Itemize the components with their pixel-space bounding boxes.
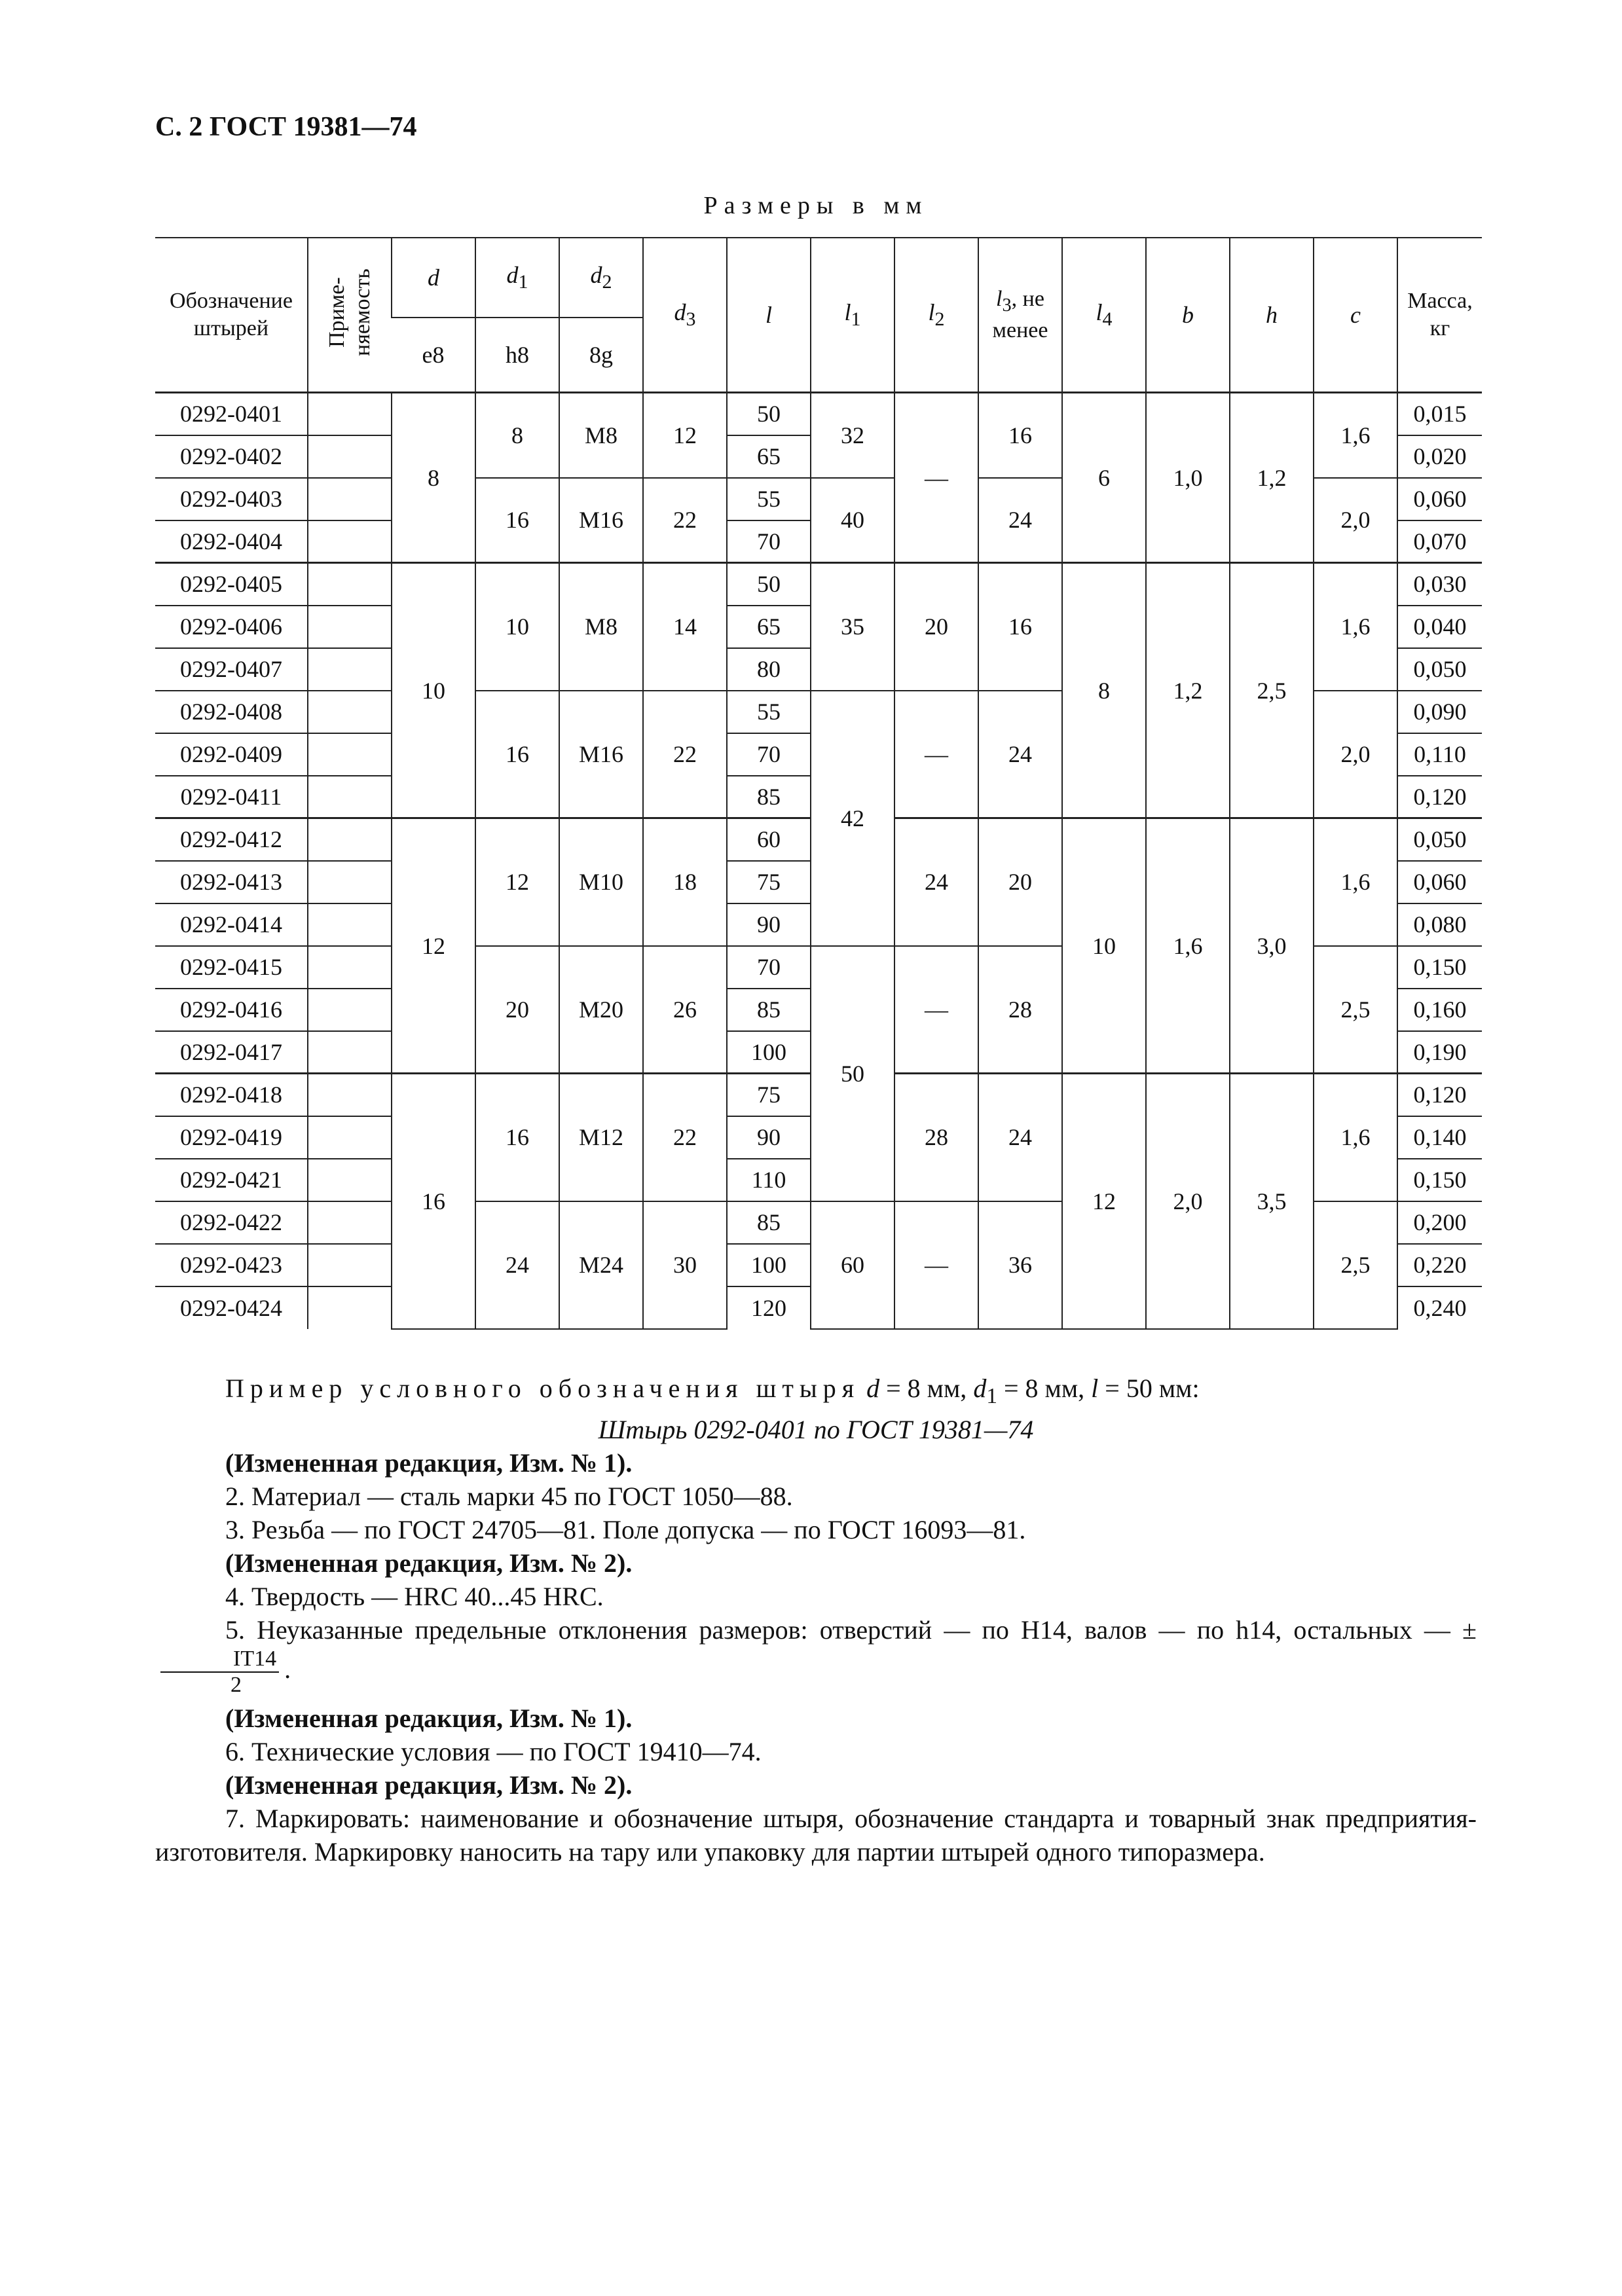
cell-l: 75 xyxy=(727,861,811,903)
table-caption: Размеры в мм xyxy=(703,192,929,219)
cell-d1: 16 xyxy=(475,1074,559,1201)
cell-applicability xyxy=(308,563,392,606)
header-l: l xyxy=(727,238,811,393)
cell-d3: 18 xyxy=(643,818,727,946)
cell-designation: 0292-0413 xyxy=(155,861,308,903)
cell-l3: 36 xyxy=(978,1201,1062,1329)
cell-applicability xyxy=(308,1031,392,1074)
cell-applicability xyxy=(308,520,392,563)
cell-designation: 0292-0405 xyxy=(155,563,308,606)
cell-applicability xyxy=(308,648,392,691)
cell-designation: 0292-0419 xyxy=(155,1116,308,1159)
cell-d2: М8 xyxy=(559,393,643,478)
cell-l2: 20 xyxy=(894,563,978,691)
cell-d1: 12 xyxy=(475,818,559,946)
cell-d2: М16 xyxy=(559,478,643,563)
cell-designation: 0292-0401 xyxy=(155,393,308,435)
cell-mass: 0,080 xyxy=(1397,903,1482,946)
cell-d3: 30 xyxy=(643,1201,727,1329)
cell-l4: 6 xyxy=(1062,393,1146,563)
cell-l2: 28 xyxy=(894,1074,978,1201)
cell-applicability xyxy=(308,691,392,733)
cell-l: 120 xyxy=(727,1286,811,1329)
cell-l2: — xyxy=(894,691,978,818)
header-l3: $l_3$, не менее xyxy=(978,238,1062,393)
cell-l: 85 xyxy=(727,776,811,818)
cell-designation: 0292-0418 xyxy=(155,1074,308,1116)
cell-d: 12 xyxy=(392,818,475,1074)
cell-applicability xyxy=(308,606,392,648)
item-4: 4. Твердость — HRC 40...45 HRC. xyxy=(225,1582,604,1611)
cell-l: 110 xyxy=(727,1159,811,1201)
item-2: 2. Материал — сталь марки 45 по ГОСТ 1050—88. xyxy=(225,1482,793,1511)
cell-applicability xyxy=(308,989,392,1031)
cell-l3: 16 xyxy=(978,563,1062,691)
cell-applicability xyxy=(308,1244,392,1286)
cell-l4: 12 xyxy=(1062,1074,1146,1329)
cell-d3: 22 xyxy=(643,1074,727,1201)
cell-designation: 0292-0408 xyxy=(155,691,308,733)
cell-designation: 0292-0416 xyxy=(155,989,308,1031)
cell-designation: 0292-0422 xyxy=(155,1201,308,1244)
cell-applicability xyxy=(308,1116,392,1159)
cell-h: 1,2 xyxy=(1230,393,1314,563)
cell-designation: 0292-0404 xyxy=(155,520,308,563)
cell-mass: 0,120 xyxy=(1397,1074,1482,1116)
table-row xyxy=(155,393,1482,435)
cell-l1: 40 xyxy=(811,478,894,563)
cell-mass: 0,090 xyxy=(1397,691,1482,733)
cell-mass: 0,050 xyxy=(1397,818,1482,861)
cell-d1: 16 xyxy=(475,478,559,563)
cell-d2: М10 xyxy=(559,818,643,946)
cell-l: 65 xyxy=(727,435,811,478)
cell-l4: 8 xyxy=(1062,563,1146,818)
cell-mass: 0,200 xyxy=(1397,1201,1482,1244)
cell-l3: 24 xyxy=(978,691,1062,818)
cell-c: 1,6 xyxy=(1314,1074,1397,1201)
cell-mass: 0,220 xyxy=(1397,1244,1482,1286)
cell-applicability xyxy=(308,393,392,435)
table-body xyxy=(155,393,1482,1329)
header-d1: $d_1$ xyxy=(475,238,559,318)
cell-c: 1,6 xyxy=(1314,393,1397,478)
cell-l1: 32 xyxy=(811,393,894,478)
cell-l: 70 xyxy=(727,946,811,989)
cell-l2: — xyxy=(894,1201,978,1329)
cell-h: 3,5 xyxy=(1230,1074,1314,1329)
cell-h: 2,5 xyxy=(1230,563,1314,818)
cell-applicability xyxy=(308,1286,392,1329)
cell-designation: 0292-0424 xyxy=(180,1294,282,1321)
cell-mass: 0,190 xyxy=(1397,1031,1482,1074)
cell-applicability xyxy=(308,1159,392,1201)
cell-mass: 0,150 xyxy=(1397,1159,1482,1201)
example-line: Пример условного обозначения штыря d = 8 мм, $d_1 = 8$ мм, l = 50 мм: xyxy=(225,1374,1200,1408)
notes-section xyxy=(155,1372,1477,1868)
table-row xyxy=(155,563,1482,606)
cell-d2: М8 xyxy=(559,563,643,691)
cell-designation: 0292-0407 xyxy=(155,648,308,691)
cell-d3: 14 xyxy=(643,563,727,691)
cell-designation: 0292-0423 xyxy=(155,1244,308,1286)
cell-applicability xyxy=(308,478,392,520)
cell-l: 100 xyxy=(727,1031,811,1074)
cell-c: 1,6 xyxy=(1314,818,1397,946)
header-d: d xyxy=(392,238,475,318)
cell-l: 85 xyxy=(727,1201,811,1244)
cell-designation: 0292-0417 xyxy=(155,1031,308,1074)
cell-designation: 0292-0409 xyxy=(155,733,308,776)
header-d3: $d_3$ xyxy=(643,238,727,393)
cell-h: 3,0 xyxy=(1230,818,1314,1074)
cell-designation: 0292-0402 xyxy=(155,435,308,478)
revision-note-2b: (Измененная редакция, Изм. № 2). xyxy=(225,1770,633,1800)
cell-mass: 0,240 xyxy=(1397,1286,1482,1329)
cell-d1: 10 xyxy=(475,563,559,691)
item-5: 5. Неуказанные предельные отклонения размеров: отверстий — по H14, валов — по h14, остальных — ± $\frac{IT14}{2}$ . xyxy=(155,1613,1477,1698)
cell-d1: 24 xyxy=(475,1201,559,1329)
cell-l: 80 xyxy=(727,648,811,691)
cell-l1: 60 xyxy=(811,1201,894,1329)
cell-designation: 0292-0415 xyxy=(155,946,308,989)
header-tol-d2: 8g xyxy=(559,318,643,393)
cell-d3: 26 xyxy=(643,946,727,1074)
cell-l2: 24 xyxy=(894,818,978,946)
cell-l1: 50 xyxy=(811,946,894,1201)
tolerance-fraction: $\frac{IT14}{2}$ xyxy=(160,1647,279,1698)
cell-applicability xyxy=(308,776,392,818)
cell-c: 2,0 xyxy=(1314,691,1397,818)
cell-l3: 20 xyxy=(978,818,1062,946)
cell-b: 1,2 xyxy=(1146,563,1230,818)
cell-l: 70 xyxy=(727,520,811,563)
cell-b: 1,0 xyxy=(1146,393,1230,563)
cell-l: 55 xyxy=(727,478,811,520)
cell-mass: 0,030 xyxy=(1397,563,1482,606)
cell-mass: 0,050 xyxy=(1397,648,1482,691)
cell-designation: 0292-0414 xyxy=(155,903,308,946)
cell-c: 2,0 xyxy=(1314,478,1397,563)
cell-mass: 0,140 xyxy=(1397,1116,1482,1159)
cell-mass: 0,120 xyxy=(1397,776,1482,818)
cell-l2: — xyxy=(894,393,978,563)
cell-l: 85 xyxy=(727,989,811,1031)
revision-note-2a: (Измененная редакция, Изм. № 2). xyxy=(225,1548,633,1578)
cell-d1: 8 xyxy=(475,393,559,478)
revision-note-1b: (Измененная редакция, Изм. № 1). xyxy=(225,1704,633,1733)
header-designation: Обозначение штырей xyxy=(155,238,308,393)
cell-applicability xyxy=(308,903,392,946)
cell-applicability xyxy=(308,733,392,776)
cell-l3: 24 xyxy=(978,1074,1062,1201)
header-l4: $l_4$ xyxy=(1062,238,1146,393)
cell-mass: 0,040 xyxy=(1397,606,1482,648)
cell-d3: 12 xyxy=(643,393,727,478)
header-mass: Масса, кг xyxy=(1397,238,1482,393)
cell-d3: 22 xyxy=(643,478,727,563)
header-c: c xyxy=(1314,238,1397,393)
header-b: b xyxy=(1146,238,1230,393)
header-h: h xyxy=(1230,238,1314,393)
cell-d1: 16 xyxy=(475,691,559,818)
page-title: С. 2 ГОСТ 19381—74 xyxy=(155,112,417,142)
cell-mass: 0,015 xyxy=(1397,393,1482,435)
cell-l1: 42 xyxy=(811,691,894,946)
cell-l3: 16 xyxy=(978,393,1062,478)
cell-applicability xyxy=(308,1074,392,1116)
item-6: 6. Технические условия — по ГОСТ 19410—74. xyxy=(225,1737,762,1766)
cell-l: 65 xyxy=(727,606,811,648)
cell-l: 50 xyxy=(727,563,811,606)
cell-l: 55 xyxy=(727,691,811,733)
cell-d2: М24 xyxy=(559,1201,643,1329)
cell-designation: 0292-0406 xyxy=(155,606,308,648)
cell-designation: 0292-0403 xyxy=(155,478,308,520)
cell-l: 90 xyxy=(727,1116,811,1159)
cell-b: 2,0 xyxy=(1146,1074,1230,1329)
cell-designation: 0292-0411 xyxy=(155,776,308,818)
cell-l: 60 xyxy=(727,818,811,861)
cell-l3: 24 xyxy=(978,478,1062,563)
cell-d2: М16 xyxy=(559,691,643,818)
cell-d2: М20 xyxy=(559,946,643,1074)
header-tol-d: e8 xyxy=(392,318,475,393)
cell-d: 16 xyxy=(392,1074,475,1329)
cell-d: 10 xyxy=(392,563,475,818)
item-7: 7. Маркировать: наименование и обозначение штыря, обозначение стандарта и товарный знак предприятия-изготовителя. Маркировку наносить на тару или упаковку для партии штырей одного типоразмера. xyxy=(155,1804,1477,1867)
cell-l: 70 xyxy=(727,733,811,776)
cell-l2: — xyxy=(894,946,978,1074)
cell-d1: 20 xyxy=(475,946,559,1074)
cell-mass: 0,150 xyxy=(1397,946,1482,989)
cell-designation: 0292-0421 xyxy=(155,1159,308,1201)
cell-designation: 0292-0412 xyxy=(155,818,308,861)
cell-c: 2,5 xyxy=(1314,1201,1397,1329)
cell-l: 75 xyxy=(727,1074,811,1116)
cell-applicability xyxy=(308,1201,392,1244)
cell-l: 50 xyxy=(727,393,811,435)
cell-mass: 0,160 xyxy=(1397,989,1482,1031)
cell-mass: 0,060 xyxy=(1397,478,1482,520)
cell-applicability xyxy=(308,435,392,478)
header-d2: $d_2$ xyxy=(559,238,643,318)
cell-b: 1,6 xyxy=(1146,818,1230,1074)
item-3: 3. Резьба — по ГОСТ 24705—81. Поле допуска — по ГОСТ 16093—81. xyxy=(225,1515,1026,1544)
cell-l3: 28 xyxy=(978,946,1062,1074)
cell-applicability xyxy=(308,946,392,989)
cell-mass: 0,110 xyxy=(1397,733,1482,776)
cell-c: 2,5 xyxy=(1314,946,1397,1074)
cell-c: 1,6 xyxy=(1314,563,1397,691)
cell-d3: 22 xyxy=(643,691,727,818)
cell-mass: 0,070 xyxy=(1397,520,1482,563)
cell-mass: 0,060 xyxy=(1397,861,1482,903)
cell-l: 100 xyxy=(727,1244,811,1286)
header-l1: $l_1$ xyxy=(811,238,894,393)
revision-note-1a: (Измененная редакция, Изм. № 1). xyxy=(225,1448,633,1478)
cell-l1: 35 xyxy=(811,563,894,691)
cell-l: 90 xyxy=(727,903,811,946)
example-code: Штырь 0292-0401 по ГОСТ 19381—74 xyxy=(598,1415,1034,1444)
cell-d: 8 xyxy=(392,393,475,563)
cell-d2: М12 xyxy=(559,1074,643,1201)
dimensions-table xyxy=(155,237,1482,1330)
cell-applicability xyxy=(308,861,392,903)
cell-mass: 0,020 xyxy=(1397,435,1482,478)
cell-l4: 10 xyxy=(1062,818,1146,1074)
header-applicability: Приме-няемость xyxy=(308,238,392,393)
header-tol-d1: h8 xyxy=(475,318,559,393)
header-l2: $l_2$ xyxy=(894,238,978,393)
cell-applicability xyxy=(308,818,392,861)
